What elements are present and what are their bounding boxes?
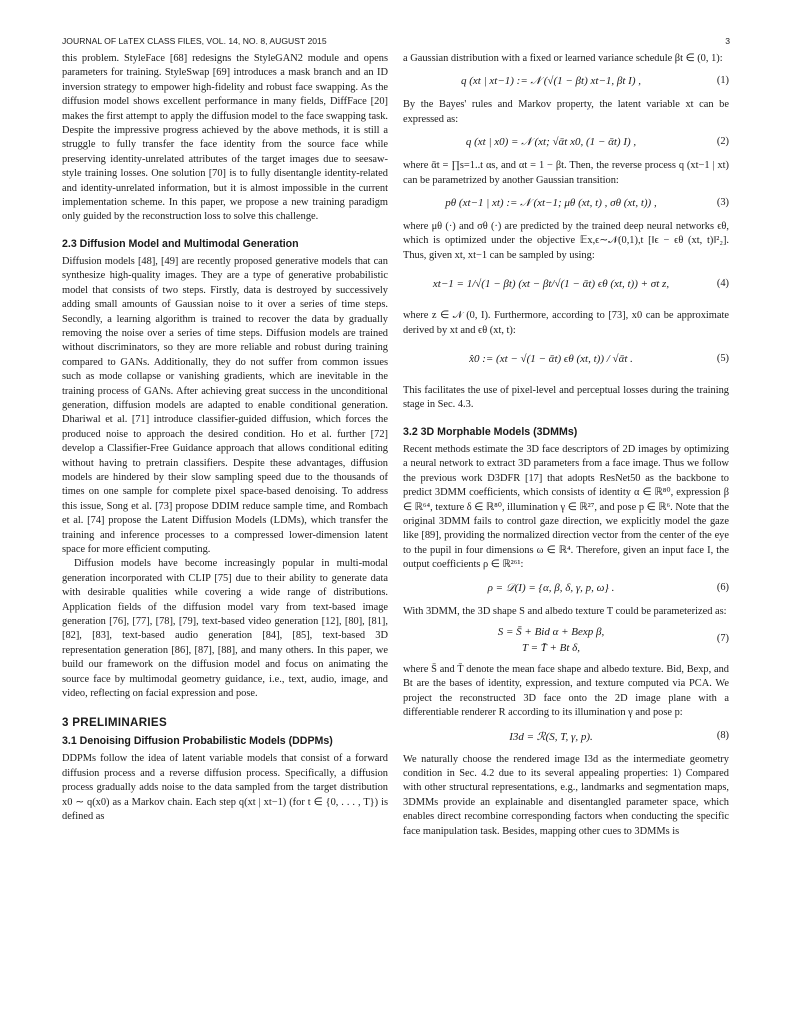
journal-title: JOURNAL OF LaTEX CLASS FILES, VOL. 14, NO. 8, AUGUST 2015 — [62, 36, 327, 46]
equation-line: T = T̄ + Bt δ, — [521, 641, 581, 654]
section-heading-3: 3 PRELIMINARIES — [62, 716, 167, 730]
equation-number: (2) — [716, 136, 729, 148]
section-heading-3-2: 3.2 3D Morphable Models (3DMMs) — [403, 425, 578, 438]
paragraph: a Gaussian distribution with a fixed or learned variance schedule βt ∈ (0, 1): — [403, 53, 723, 64]
left-column — [62, 52, 388, 825]
equation-number: (8) — [716, 729, 729, 741]
paragraph: this problem. StyleFace [68] redesigns the StyleGAN2 module and opens parameters for training. StyleSwap [69] introduces a mask branch and an ID inversion strategy to empower high-fidelity and robust face swapping. As the diffusion model shows excellent performance in many fields, DiffFace [20] makes the first attempt to apply the diffusion model to the face swapping task. Despite the impressive progress achieved by the above methods, it is still a struggle to fully transfer the face identity from the source face while preserving identity-unrelated attributes of the target images due to seesaw-style training losses. One solution [70] is to fully disentangle identity-related and identity-unrelated information, but it is almost impossible in the current implementation scheme. In this paper, we propose a new training paradigm only guided by the reconstruction loss to solve this challenge. — [62, 53, 388, 223]
paragraph: DDPMs follow the idea of latent variable models that consist of a forward diffusion process and a reverse diffusion process. Specifically, a diffusion process gradually adds noise to the data sampled from the target distribution x0 ∼ q(x0) as a Markov chain. Each step q(xt | xt−1) (for t ∈ {0, . . . , T}) is defined as — [62, 753, 388, 823]
section-heading-3-1: 3.1 Denoising Diffusion Probabilistic Models (DDPMs) — [62, 735, 333, 748]
paragraph: We naturally choose the rendered image I3d as the intermediate geometry condition in Sec. 4.2 due to its several appealing properties: 1) Compared with other structural representations, e.g., landmarks and segmentation maps, 3DMMs provide an explainable and disentangled parameter space, which enables direct recombine corresponding factors when conducting the specific face manipulation task. Besides, mapping other cues to 3DMMs is — [403, 753, 729, 837]
equation-number: (3) — [716, 197, 729, 209]
equation-body: q (xt | xt−1) := 𝒩 (√(1 − βt) xt−1, βt I) , — [461, 75, 641, 88]
paragraph: where z ∈ 𝒩 (0, I). Furthermore, according to [73], x0 can be approximate derived by xt and ϵθ (xt, t): — [403, 310, 729, 336]
paragraph: where S̄ and T̄ denote the mean face shape and albedo texture. Bid, Bexp, and Bt are the bases of identity, expression, and texture computed via PCA. We project the reconstructed 3D face onto the 2D image plane with a differentiable renderer R according to its illumination γ and pose p: — [403, 663, 729, 719]
paragraph: By the Bayes' rules and Markov property, the latent variable xt can be expressed as: — [403, 99, 729, 125]
section-heading-2-3: 2.3 Diffusion Model and Multimodal Generation — [62, 237, 299, 250]
equation-body: xt−1 = 1/√(1 − βt) (xt − βt/√(1 − ᾱt) ϵθ (xt, t)) + σt z, — [432, 278, 670, 291]
paragraph: With 3DMM, the 3D shape S and albedo texture T could be parameterized as: — [403, 605, 727, 617]
equation-1 — [403, 69, 729, 95]
equation-6 — [403, 576, 729, 602]
page-number: 3 — [725, 36, 730, 46]
right-column — [403, 52, 729, 839]
equation-line: S = S̄ + Bid α + Bexp β, — [497, 625, 605, 638]
equation-5 — [403, 341, 729, 381]
paragraph: Diffusion models [48], [49] are recently proposed generative models that can synthesize high-quality images. They are a type of generative probabilistic model that consists of two steps. Firstly, data is destroyed by successively adding small amounts of Gaussian noise to it over a series of time steps. Secondly, a learning algorithm is trained to recover the data by gradually removing the noise over a series of time steps. Diffusion models are trained without discriminators, so they are more reliable and robust during training compared to GANs. Additionally, they do not suffer from common issues such as mode collapse or vanishing gradients, which are inevitable in the training process of GANs. After achieving great success in the unconditional generation, diffusion models are adapted to enable conditional generation. Dhariwal et al. [71] introduce classifier-guided diffusion, which forces the produced noise to approach the desired condition. Ho et al. further [72] develop a Classifier-Free Guidance approach that allows conditional editing without having to pretrain classifiers. Despite these advantages, diffusion models are hindered by their slow sampling speed due to the thousands of times on one sample for complete pixel space-based denoising. To address this issue, Song et al. [73] propose DDIM reduce sample time, and Rombach et al. [74] propose the Latent Diffusion Models (LDMs), which transfer the training and inference processes to a compressed lower-dimension latent space for more efficient computing. — [62, 255, 388, 555]
paragraph: where ᾱt = ∏s=1..t αs, and αt = 1 − βt. Then, the reverse process q (xt−1 | xt) can be parametrized by another Gaussian transition: — [403, 160, 729, 186]
equation-body: q (xt | x0) = 𝒩 (xt; √ᾱt x0, (1 − ᾱt) I) , — [465, 136, 637, 149]
equation-number: (1) — [716, 75, 729, 87]
equation-body: pθ (xt−1 | xt) := 𝒩 (xt−1; μθ (xt, t) , σθ (xt, t)) , — [445, 197, 657, 210]
paragraph: where μθ (·) and σθ (·) are predicted by the trained deep neural networks ϵθ, which is optimized under the objective 𝔼x,ϵ∼𝒩(0,1),t [‖ϵ − ϵθ (xt, t)‖²₂]. Thus, given xt, xt−1 can be sampled by using: — [403, 221, 729, 261]
equation-body: I3d = ℛ(S, T, γ, p). — [509, 730, 593, 743]
equation-2 — [403, 130, 729, 156]
equation-body — [403, 624, 699, 656]
paragraph: Diffusion models have become increasingly popular in multi-modal generation incorporated with CLIP [75] due to their ability to generate data with desirable qualities while covering a wide range of distributions. Application fields of the diffusion model vary from text-based image generation [76], [77], [78], [79], text-based video generation [12], [80], [81], [82], [83], text-based audio generation [84], [85], text-based 3D representation generation [86], [87], [88], and many others. In this paper, we build our framework on the diffusion model and focus on animating the source face by multimodal geometry guidance, i.e., text, audio, image, and video, reflecting on facial expression and pose. — [62, 558, 388, 700]
equation-4 — [403, 266, 729, 306]
equation-3 — [403, 191, 729, 217]
equation-body: x̂0 := (xt − √(1 − ᾱt) ϵθ (xt, t)) / √ᾱt . — [469, 353, 633, 366]
equation-8 — [403, 724, 729, 750]
equation-7 — [403, 622, 729, 660]
equation-number: (6) — [716, 581, 729, 593]
equation-number: (5) — [716, 353, 729, 365]
equation-number: (4) — [716, 278, 729, 290]
equation-number: (7) — [716, 632, 729, 644]
page-header — [62, 36, 730, 50]
equation-body: ρ = 𝒟(I) = {α, β, δ, γ, p, ω} . — [487, 581, 615, 594]
paragraph: This facilitates the use of pixel-level and perceptual losses during the training stage in Sec. 4.3. — [403, 385, 729, 411]
paragraph: Recent methods estimate the 3D face descriptors of 2D images by optimizing a neural network to extract 3D parameters from a face image. Thus we follow the previous work D3DFR [17] that adopts ResNet50 as the backbone to predict 3DMM coefficients, which consists of identity α ∈ ℝ⁸⁰, expression β ∈ ℝ⁶⁴, texture δ ∈ ℝ⁸⁰, illumination γ ∈ ℝ²⁷, and pose p ∈ ℝ⁶. Note that the original 3DMM fails to control gaze direction, we explicitly model the gaze like [89], providing the normalized direction vector from the center of the eye to the pupil in four dimensions ω ∈ ℝ⁴. Therefore, given an input face I, the output coefficients ρ ∈ ℝ²⁶¹: — [403, 443, 729, 571]
